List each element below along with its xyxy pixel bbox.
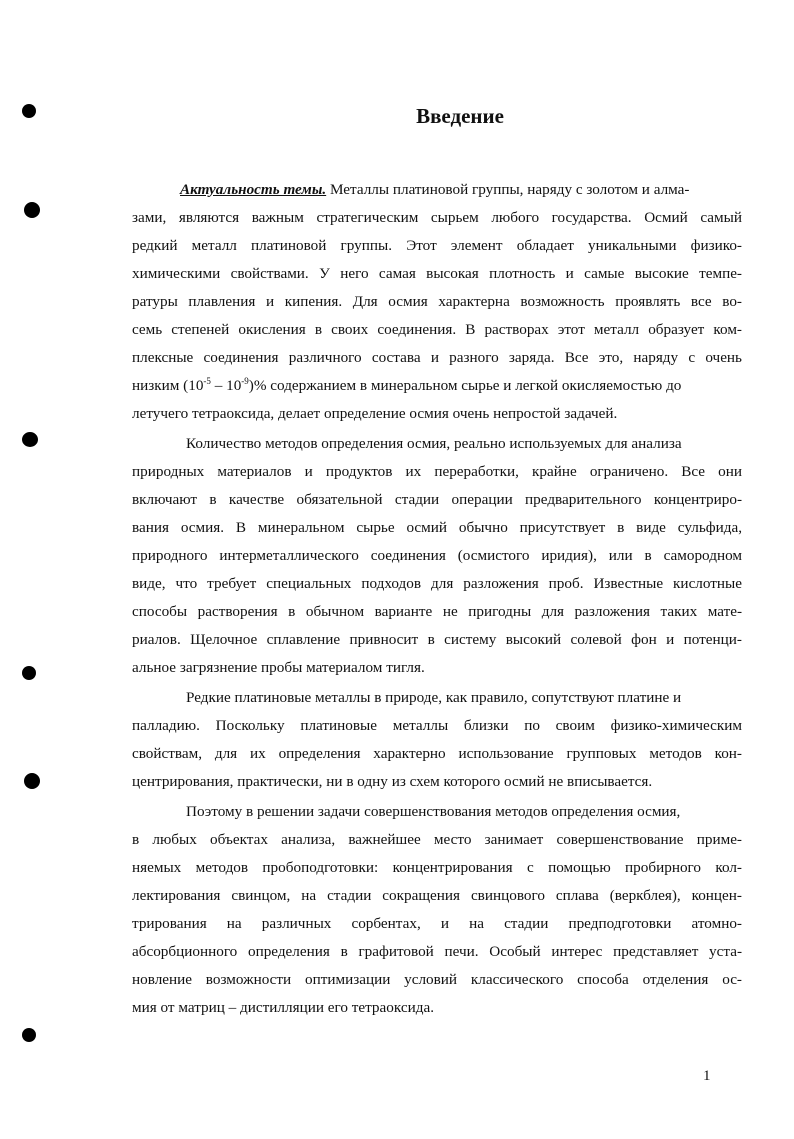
paragraph-line: абсорбционного определения в графитовой печи. Особый интерес представляет уста- [132,943,742,960]
paragraph-line: няемых методов пробоподготовки: концентрирования с помощью пробирного кол- [132,859,742,876]
paragraph-line: редкий металл платиновой группы. Этот элемент обладает уникальными физико- [132,237,742,254]
paragraph-line: риалов. Щелочное сплавление привносит в систему высокий солевой фон и потенци- [132,631,742,648]
formula-exponent: -5 [203,376,211,386]
paragraph-line: Поэтому в решении задачи совершенствования методов определения осмия, [186,803,681,820]
paragraph-line: лектирования свинцом, на стадии сокращения свинцового сплава (веркблея), концен- [132,887,742,904]
page-title: Введение [416,104,504,128]
paragraph-line: в любых объектах анализа, важнейшее место занимает совершенствование приме- [132,831,742,848]
page-number: 1 [703,1068,711,1084]
paragraph-line: способы растворения в обычном варианте не пригодны для разложения таких мате- [132,603,742,620]
formula-suffix: )% содержанием в минеральном сырье и легкой окисляемостью до [248,377,682,394]
binding-hole [24,202,40,218]
binding-hole [22,432,38,447]
binding-hole [22,666,36,680]
paragraph-line: Редкие платиновые металлы в природе, как правило, сопутствуют платине и [186,689,682,706]
paragraph-line: включают в качестве обязательной стадии операции предварительного концентриро- [132,491,742,508]
paragraph-line: семь степеней окисления в своих соединения. В растворах этот металл образует ком- [132,321,742,338]
paragraph-line: свойствам, для их определения характерно использование групповых методов кон- [132,745,742,762]
paragraph-line: вания осмия. В минеральном сырье осмий обычно присутствует в виде сульфида, [132,519,742,536]
paragraph-line: центрирования, практически, ни в одну из схем которого осмий не вписывается. [132,773,653,790]
section-lead-label: Актуальность темы. [180,181,327,198]
paragraph-line: палладию. Поскольку платиновые металлы близки по своим физико-химическим [132,717,742,734]
paragraph-line: химическими свойствами. У него самая высокая плотность и самые высокие темпе- [132,265,742,282]
paragraph-line: летучего тетраоксида, делает определение осмия очень непростой задачей. [132,405,618,422]
formula-prefix: низким (10 [132,377,204,394]
binding-hole [22,1028,36,1042]
formula-exponent: -9 [241,376,249,386]
paragraph-line: плексные соединения различного состава и разного заряда. Все это, наряду с очень [132,349,742,366]
binding-hole [24,773,40,789]
paragraph-line: трирования на различных сорбентах, и на стадии предподготовки атомно- [132,915,742,932]
paragraph-line: виде, что требует специальных подходов для разложения проб. Известные кислотные [132,575,742,592]
paragraph-line: Количество методов определения осмия, реально используемых для анализа [186,435,682,452]
paragraph-line: новление возможности оптимизации условий классического способа отделения ос- [132,971,742,988]
formula-middle: – 10 [210,377,242,394]
paragraph-line [180,180,742,200]
paragraph-line: ратуры плавления и кипения. Для осмия характерна возможность проявлять все во- [132,293,742,310]
paragraph-line: мия от матриц – дистилляции его тетраоксида. [132,999,434,1016]
paragraph-line-formula [132,376,742,396]
paragraph-line: природных материалов и продуктов их переработки, крайне ограничено. Все они [132,463,742,480]
paragraph-line: зами, являются важным стратегическим сырьем любого государства. Осмий самый [132,209,742,226]
paragraph-line: альное загрязнение пробы материалом тигля. [132,659,425,676]
paragraph-line: природного интерметаллического соединения (осмистого иридия), или в самородном [132,547,742,564]
lead-text: Металлы платиновой группы, наряду с золотом и алма- [326,181,690,198]
